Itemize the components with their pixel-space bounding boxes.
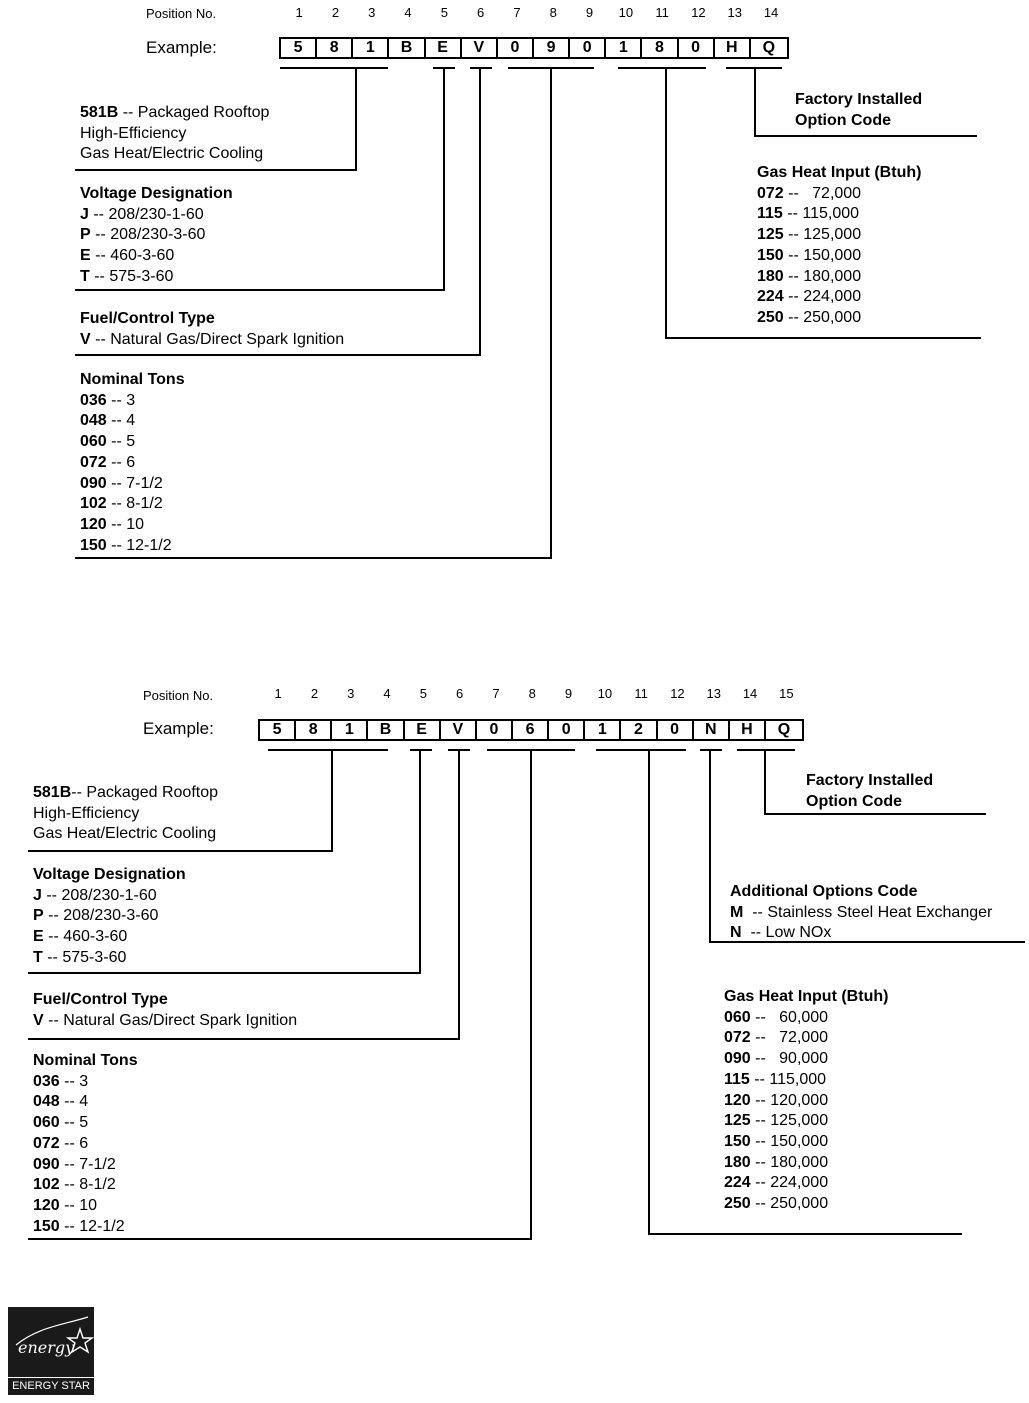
code-box: 0 (498, 39, 534, 57)
voltage-designation: Voltage Designation J -- 208/230-1-60 P -- 208/230-3-60 E -- 460-3-60 T -- 575-3-60 (80, 184, 233, 288)
list-item: 090 -- 90,000 (724, 1050, 829, 1068)
position-number: 13 (727, 5, 742, 20)
list-item: M -- Stainless Steel Heat Exchanger (730, 903, 993, 921)
position-number: 5 (440, 5, 448, 20)
list-item: 102 -- 8-1/2 (33, 1176, 116, 1194)
underline-gas (618, 67, 706, 69)
list-item: 115 -- 115,000 (757, 205, 860, 223)
bracket-options (754, 135, 977, 137)
code-box: 0 (570, 39, 606, 57)
position-number: 5 (419, 686, 427, 701)
position-number: 7 (513, 5, 521, 20)
underline-gas (596, 749, 686, 751)
list-item: 036 -- 3 (33, 1072, 89, 1090)
position-number: 14 (763, 5, 779, 20)
model-description: 581B-- Packaged Rooftop High-Efficiency Gas Heat/Electric Cooling (33, 784, 218, 843)
energy-star-label: ENERGY STAR (8, 1377, 94, 1395)
leader-tons (530, 751, 532, 1240)
example-label: Example: (146, 38, 217, 57)
list-item: 250 -- 250,000 (757, 308, 862, 326)
list-item: E -- 460-3-60 (80, 247, 175, 265)
code-box: 1 (606, 39, 642, 57)
list-item: 120 -- 10 (33, 1196, 98, 1214)
factory-installed-option-code: Factory Installed Option Code (806, 772, 934, 810)
leader-additional (709, 751, 711, 943)
bracket-tons (28, 1238, 532, 1240)
position-number: 4 (383, 686, 391, 701)
bracket-voltage (75, 289, 445, 291)
position-number: 10 (618, 5, 634, 20)
position-number: 2 (310, 686, 319, 701)
bracket-model (28, 850, 333, 852)
list-item: 150 -- 12-1/2 (80, 536, 172, 554)
position-number: 12 (691, 5, 706, 20)
position-number: 12 (670, 686, 685, 701)
leader-voltage (443, 69, 445, 291)
list-item: 048 -- 4 (33, 1093, 89, 1111)
list-item: 224 -- 224,000 (724, 1174, 829, 1192)
position-number: 15 (779, 686, 794, 701)
code-box: 5 (281, 39, 317, 57)
list-item: P -- 208/230-3-60 (80, 226, 206, 244)
position-number: 11 (634, 686, 648, 701)
list-item: 224 -- 224,000 (757, 288, 862, 306)
position-number: 9 (585, 5, 594, 20)
bracket-fuel (28, 1038, 460, 1040)
position-number: 1 (274, 686, 282, 701)
underline-additional (700, 749, 722, 751)
fuel-control-type: Fuel/Control Type V -- Natural Gas/Direct Spark Ignition (33, 991, 298, 1029)
leader-fuel (479, 69, 481, 356)
position-number: 14 (742, 686, 758, 701)
position-number: 1 (295, 5, 303, 20)
list-item: 150 -- 150,000 (724, 1132, 829, 1150)
code-box: B (389, 39, 425, 57)
code-box: 9 (534, 39, 570, 57)
position-number-label: Position No. (143, 688, 214, 703)
list-item: 150 -- 12-1/2 (33, 1217, 125, 1235)
list-item: 120 -- 120,000 (724, 1091, 829, 1109)
bracket-tons (75, 557, 552, 559)
code-box: Q (762, 39, 776, 56)
gas-heat-input: Gas Heat Input (Btuh) 060 -- 60,000 072 -- 72,000 090 -- 90,000 115 -- 115,000 120 -- 120,000 125 -- 125,000 150 -- 150,000 180 -- 180,000 224 -- 224,000 250 -- 250,000 (724, 987, 888, 1215)
bracket-fuel (75, 354, 481, 356)
list-item: 060 -- 5 (33, 1114, 89, 1132)
list-item: 102 -- 8-1/2 (80, 495, 163, 513)
list-item: 072 -- 72,000 (724, 1029, 829, 1047)
leader-model (355, 69, 357, 171)
code-box: 0 (679, 39, 715, 57)
underline-options (737, 749, 795, 751)
fuel-control-type: Fuel/Control Type V -- Natural Gas/Direct Spark Ignition (80, 310, 345, 348)
list-item: 072 -- 6 (80, 453, 136, 471)
position-number: 7 (492, 686, 500, 701)
leader-gas (665, 69, 667, 339)
bracket-voltage (28, 972, 421, 974)
list-item: 060 -- 60,000 (724, 1008, 829, 1026)
underline-voltage (410, 749, 432, 751)
leader-gas (648, 751, 650, 1235)
position-number: 3 (368, 5, 376, 20)
position-number: 11 (655, 5, 669, 20)
code-box: H (715, 39, 751, 57)
code-box: B (368, 721, 404, 739)
code-box: V (441, 721, 477, 739)
list-item: 090 -- 7-1/2 (80, 474, 163, 492)
svg-text:energy: energy (18, 1338, 75, 1357)
code-box: Q (777, 721, 791, 738)
code-box: 8 (642, 39, 678, 57)
position-number: 6 (456, 686, 464, 701)
code-box: E (426, 39, 462, 57)
code-box: 1 (585, 721, 621, 739)
code-box: 2 (621, 721, 657, 739)
code-box: E (405, 721, 441, 739)
energy-star-icon (8, 1307, 94, 1377)
code-box: H (730, 721, 766, 739)
leader-model (331, 751, 333, 852)
code-box: 1 (353, 39, 389, 57)
list-item: 125 -- 125,000 (757, 226, 862, 244)
leader-tons (550, 69, 552, 559)
position-number-label: Position No. (146, 6, 217, 21)
bracket-options (764, 813, 986, 815)
bracket-gas (648, 1233, 962, 1235)
code-box: N (694, 721, 730, 739)
underline-fuel (470, 67, 492, 69)
list-item: J -- 208/230-1-60 (80, 205, 204, 223)
code-box: 5 (260, 721, 296, 739)
factory-installed-option-code: Factory Installed Option Code (795, 91, 923, 129)
code-box: 8 (317, 39, 353, 57)
list-item: 036 -- 3 (80, 391, 136, 409)
list-item: 150 -- 150,000 (757, 246, 862, 264)
nominal-tons: Nominal Tons 036 -- 3 048 -- 4 060 -- 5 072 -- 6 090 -- 7-1/2 102 -- 8-1/2 120 -- 10 150 -- 12-1/2 (33, 1051, 138, 1237)
code-box: 0 (658, 721, 694, 739)
position-number: 6 (477, 5, 485, 20)
model-description: 581B -- Packaged Rooftop High-Efficiency Gas Heat/Electric Cooling (80, 104, 270, 163)
example-code-boxes (279, 37, 789, 59)
bracket-model (75, 169, 357, 171)
position-number: 10 (597, 686, 613, 701)
list-item: N -- Low NOx (730, 924, 832, 942)
list-item: 120 -- 10 (80, 515, 145, 533)
underline-model (268, 749, 388, 751)
list-item: 180 -- 180,000 (757, 267, 862, 285)
list-item: E -- 460-3-60 (33, 928, 128, 946)
position-number: 8 (528, 686, 536, 701)
code-box: 0 (549, 721, 585, 739)
leader-options (754, 69, 756, 137)
list-item: 060 -- 5 (80, 433, 136, 451)
code-box: 8 (296, 721, 332, 739)
code-box: V (462, 39, 498, 57)
position-number: 13 (706, 686, 721, 701)
leader-options (764, 751, 766, 815)
example-label: Example: (143, 719, 214, 738)
list-item: 180 -- 180,000 (724, 1153, 829, 1171)
nominal-tons: Nominal Tons 036 -- 3 048 -- 4 060 -- 5 072 -- 6 090 -- 7-1/2 102 -- 8-1/2 120 -- 10 150 -- 12-1/2 (80, 370, 185, 556)
example-code-boxes (258, 719, 804, 741)
list-item: T -- 575-3-60 (33, 948, 127, 966)
code-box: 0 (477, 721, 513, 739)
list-item: 115 -- 115,000 (724, 1070, 827, 1088)
list-item: 072 -- 72,000 (757, 184, 862, 202)
list-item: 250 -- 250,000 (724, 1195, 829, 1213)
code-box: 6 (513, 721, 549, 739)
gas-heat-input: Gas Heat Input (Btuh) 072 -- 72,000 115 -- 115,000 125 -- 125,000 150 -- 150,000 180 -- 180,000 224 -- 224,000 250 -- 250,000 (757, 163, 921, 329)
leader-fuel (458, 751, 460, 1040)
list-item: 072 -- 6 (33, 1134, 89, 1152)
leader-voltage (419, 751, 421, 974)
position-number: 3 (347, 686, 355, 701)
position-number: 9 (564, 686, 573, 701)
energy-star-logo (8, 1307, 94, 1395)
list-item: J -- 208/230-1-60 (33, 886, 157, 904)
list-item: P -- 208/230-3-60 (33, 907, 159, 925)
list-item: T -- 575-3-60 (80, 267, 174, 285)
additional-options-code: Additional Options Code M -- Stainless Steel Heat Exchanger N -- Low NOx (730, 882, 992, 944)
position-number: 4 (404, 5, 412, 20)
bracket-gas (665, 337, 981, 339)
position-number: 8 (549, 5, 557, 20)
list-item: 125 -- 125,000 (724, 1112, 829, 1130)
code-box: 1 (332, 721, 368, 739)
list-item: 048 -- 4 (80, 412, 136, 430)
underline-model (280, 67, 388, 69)
position-number: 2 (331, 5, 340, 20)
voltage-designation: Voltage Designation J -- 208/230-1-60 P -- 208/230-3-60 E -- 460-3-60 T -- 575-3-60 (33, 865, 186, 969)
list-item: 090 -- 7-1/2 (33, 1155, 116, 1173)
